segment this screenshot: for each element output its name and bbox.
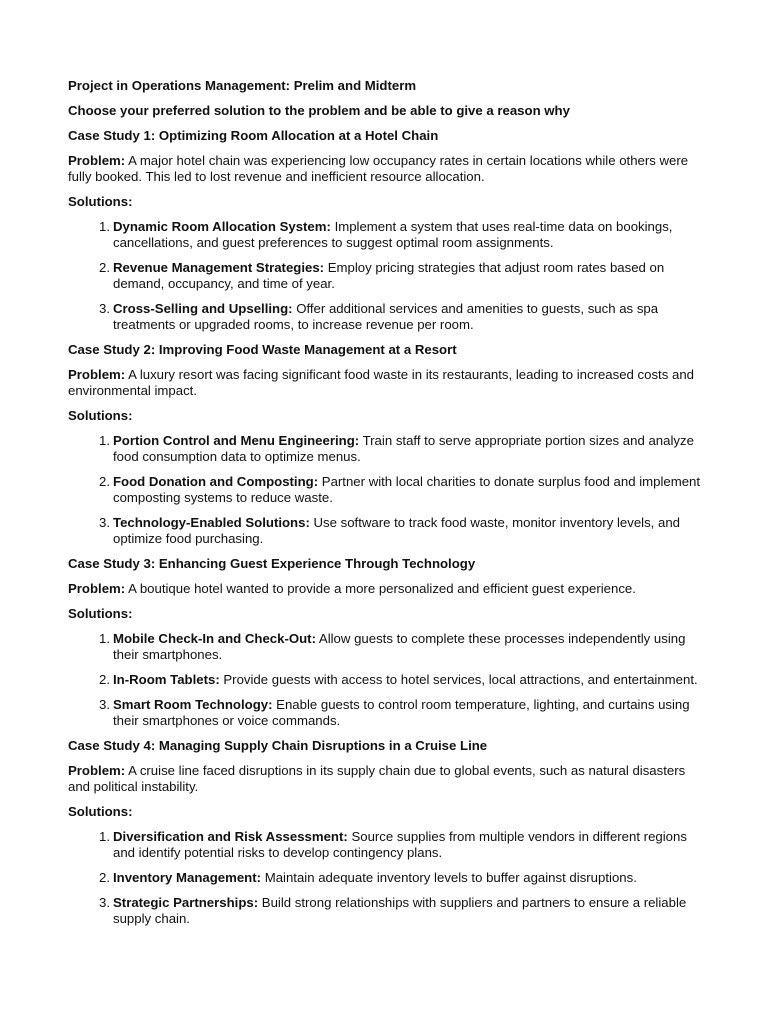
solution-item (68, 515, 708, 547)
solution-item (68, 870, 708, 886)
solution-number: 2. (99, 260, 110, 275)
solution-body (113, 433, 708, 465)
solution-text: Source supplies from multiple vendors in different regions and identify potential risks to develop contingency plans. (113, 829, 687, 860)
solution-title: Mobile Check-In and Check-Out: (113, 631, 316, 646)
solution-number: 3. (99, 697, 110, 712)
solution-text: Train staff to serve appropriate portion sizes and analyze food consumption data to optimize menus. (113, 433, 694, 464)
solution-number: 1. (99, 829, 110, 844)
solutions-label: Solutions: (68, 194, 133, 209)
case-study-4 (68, 738, 708, 927)
solution-text: Offer additional services and amenities to guests, such as spa treatments or upgraded rooms, to increase revenue per room. (113, 301, 659, 332)
solution-item (68, 672, 708, 688)
problem-text: A cruise line faced disruptions in its supply chain due to global events, such as natural disasters and political instability. (68, 763, 686, 794)
solution-title: Food Donation and Composting: (113, 474, 319, 489)
solutions-label: Solutions: (68, 606, 133, 621)
case-study-3 (68, 556, 708, 729)
solutions-list (68, 829, 708, 927)
solution-text: Use software to track food waste, monitor inventory levels, and optimize food purchasing. (113, 515, 681, 546)
solution-body (113, 474, 708, 506)
solution-title: Revenue Management Strategies: (113, 260, 325, 275)
solution-item (68, 301, 708, 333)
solution-number: 3. (99, 895, 110, 910)
case-study-heading: Case Study 2: Improving Food Waste Management at a Resort (68, 342, 457, 357)
solution-body (113, 895, 708, 927)
solution-number: 2. (99, 672, 110, 687)
solution-text: Employ pricing strategies that adjust room rates based on demand, occupancy, and time of year. (113, 260, 665, 291)
solution-body (113, 697, 708, 729)
solution-text: Provide guests with access to hotel services, local attractions, and entertainment. (223, 672, 698, 687)
problem-text: A luxury resort was facing significant food waste in its restaurants, leading to increased costs and environmental impact. (68, 367, 694, 398)
solution-title: In-Room Tablets: (113, 672, 220, 687)
solutions-list (68, 219, 708, 333)
solution-number: 2. (99, 474, 110, 489)
problem-statement (68, 153, 708, 185)
problem-statement (68, 367, 708, 399)
solutions-label: Solutions: (68, 804, 133, 819)
solution-item (68, 697, 708, 729)
solution-number: 1. (99, 219, 110, 234)
solution-item (68, 895, 708, 927)
problem-statement (68, 763, 708, 795)
problem-label: Problem: (68, 581, 126, 596)
solution-body (113, 219, 708, 251)
solution-item (68, 474, 708, 506)
problem-statement (68, 581, 708, 597)
solution-title: Strategic Partnerships: (113, 895, 259, 910)
solution-number: 1. (99, 631, 110, 646)
solution-body (113, 829, 708, 861)
case-study-heading: Case Study 4: Managing Supply Chain Disruptions in a Cruise Line (68, 738, 488, 753)
solution-item (68, 219, 708, 251)
solutions-list (68, 631, 708, 729)
problem-label: Problem: (68, 153, 126, 168)
solution-number: 1. (99, 433, 110, 448)
solution-title: Portion Control and Menu Engineering: (113, 433, 360, 448)
solution-text: Build strong relationships with suppliers and partners to ensure a reliable supply chain. (113, 895, 687, 926)
case-study-heading: Case Study 1: Optimizing Room Allocation at a Hotel Chain (68, 128, 439, 143)
problem-label: Problem: (68, 763, 126, 778)
document-page (68, 78, 708, 936)
document-instruction: Choose your preferred solution to the problem and be able to give a reason why (68, 103, 570, 118)
problem-text: A major hotel chain was experiencing low occupancy rates in certain locations while others were fully booked. This led to lost revenue and inefficient resource allocation. (68, 153, 689, 184)
solution-title: Diversification and Risk Assessment: (113, 829, 348, 844)
solution-text: Allow guests to complete these processes independently using their smartphones. (113, 631, 686, 662)
solution-title: Inventory Management: (113, 870, 262, 885)
solutions-list (68, 433, 708, 547)
solution-number: 2. (99, 870, 110, 885)
solution-item (68, 433, 708, 465)
solution-title: Smart Room Technology: (113, 697, 273, 712)
solution-body (113, 515, 708, 547)
solution-number: 3. (99, 515, 110, 530)
solution-item (68, 829, 708, 861)
solution-body (113, 260, 708, 292)
solution-text: Maintain adequate inventory levels to buffer against disruptions. (264, 870, 637, 885)
case-study-list (68, 128, 708, 927)
case-study-1 (68, 128, 708, 333)
document-title: Project in Operations Management: Prelim and Midterm (68, 78, 417, 93)
solution-title: Cross-Selling and Upselling: (113, 301, 293, 316)
solution-title: Technology-Enabled Solutions: (113, 515, 310, 530)
problem-label: Problem: (68, 367, 126, 382)
solution-text: Partner with local charities to donate surplus food and implement composting systems to reduce waste. (113, 474, 701, 505)
solution-number: 3. (99, 301, 110, 316)
solution-body (113, 301, 708, 333)
problem-text: A boutique hotel wanted to provide a more personalized and efficient guest experience. (128, 581, 636, 596)
solution-item (68, 260, 708, 292)
solutions-label: Solutions: (68, 408, 133, 423)
solution-body (113, 870, 708, 886)
solution-text: Implement a system that uses real-time data on bookings, cancellations, and guest preferences to suggest optimal room assignments. (113, 219, 673, 250)
solution-item (68, 631, 708, 663)
case-study-heading: Case Study 3: Enhancing Guest Experience Through Technology (68, 556, 476, 571)
solution-body (113, 631, 708, 663)
solution-title: Dynamic Room Allocation System: (113, 219, 331, 234)
case-study-2 (68, 342, 708, 547)
solution-body (113, 672, 708, 688)
solution-text: Enable guests to control room temperature, lighting, and curtains using their smartphones or voice commands. (113, 697, 690, 728)
